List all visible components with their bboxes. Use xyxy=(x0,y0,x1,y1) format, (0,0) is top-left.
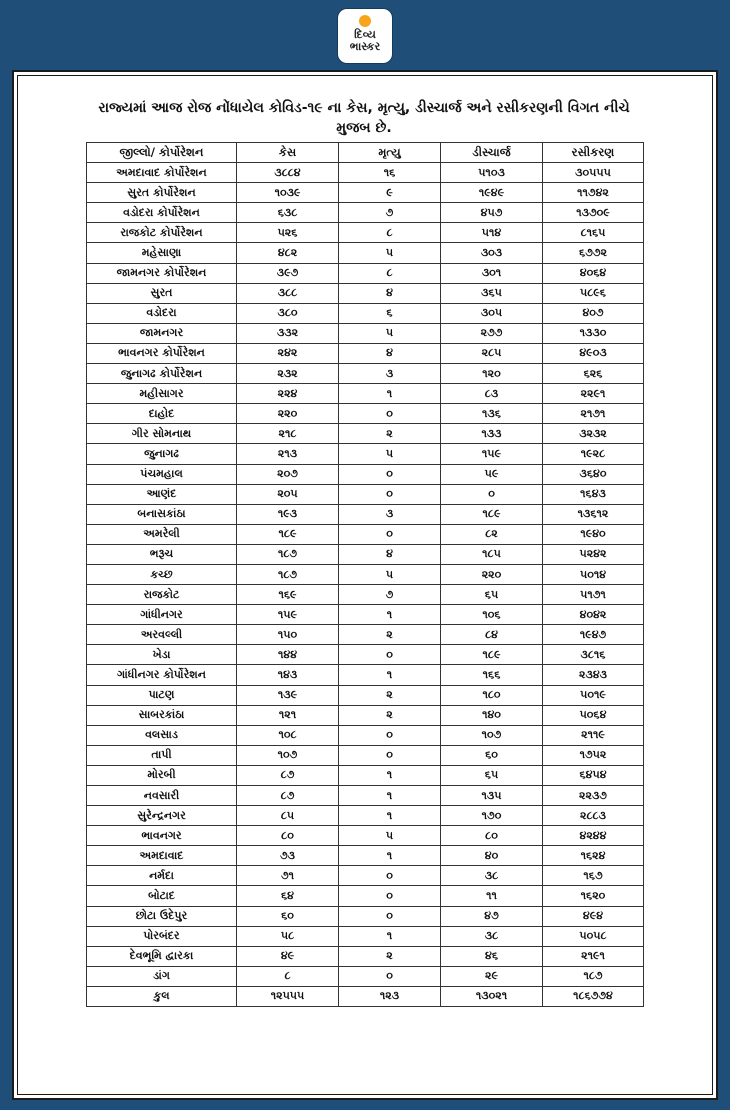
vaccination-cell: ૧૮૭ xyxy=(543,966,644,986)
district-cell: અરવલ્લી xyxy=(87,625,237,645)
district-cell: દાહોદ xyxy=(87,404,237,424)
discharge-cell: ૫૧૦૩ xyxy=(441,163,543,183)
deaths-cell: ૪ xyxy=(339,544,441,564)
logo-text-line2: ભાસ્કર xyxy=(349,40,381,53)
sun-icon xyxy=(359,15,371,27)
vaccination-cell: ૨૨૩૭ xyxy=(543,786,644,806)
deaths-cell: ૨ xyxy=(339,685,441,705)
discharge-cell: ૨૯ xyxy=(441,966,543,986)
discharge-cell: ૨૭૭ xyxy=(441,323,543,343)
deaths-cell: ૦ xyxy=(339,464,441,484)
vaccination-cell: ૫૮૯૬ xyxy=(543,283,644,303)
discharge-cell: ૬૫ xyxy=(441,765,543,785)
district-cell: સાબરકાંઠા xyxy=(87,705,237,725)
cases-cell: ૮૭ xyxy=(237,765,339,785)
deaths-cell: ૭ xyxy=(339,203,441,223)
district-cell: સુરેન્દ્રનગર xyxy=(87,806,237,826)
cases-cell: ૩૮૮ xyxy=(237,283,339,303)
district-cell: પોરબંદર xyxy=(87,926,237,946)
header-cases: કેસ xyxy=(237,143,339,163)
vaccination-cell: ૫૦૧૪ xyxy=(543,564,644,584)
vaccination-cell: ૧૯૨૮ xyxy=(543,444,644,464)
discharge-cell: ૫૯ xyxy=(441,464,543,484)
deaths-cell: ૦ xyxy=(339,524,441,544)
header-district: જીલ્લો/ કોર્પોરેશન xyxy=(87,143,237,163)
discharge-cell: ૩૬૫ xyxy=(441,283,543,303)
cases-cell: ૨૦૫ xyxy=(237,484,339,504)
deaths-cell: ૦ xyxy=(339,966,441,986)
deaths-cell: ૨ xyxy=(339,625,441,645)
discharge-cell: ૩૮ xyxy=(441,926,543,946)
table-row xyxy=(87,343,644,363)
discharge-cell: ૨૮૫ xyxy=(441,343,543,363)
table-row xyxy=(87,745,644,765)
discharge-cell: ૧૧ xyxy=(441,886,543,906)
vaccination-cell: ૩૦૫૫૫ xyxy=(543,163,644,183)
vaccination-cell: ૧૩૬૧૨ xyxy=(543,504,644,524)
deaths-cell: ૮ xyxy=(339,263,441,283)
cases-cell: ૧૦૭ xyxy=(237,745,339,765)
cases-cell: ૩૮૮૪ xyxy=(237,163,339,183)
deaths-cell: ૧૬ xyxy=(339,163,441,183)
cases-cell: ૫૮ xyxy=(237,926,339,946)
deaths-cell: ૫ xyxy=(339,564,441,584)
cases-cell: ૧૪૩ xyxy=(237,665,339,685)
district-cell: ખેડા xyxy=(87,645,237,665)
vaccination-cell: ૧૬૨૦ xyxy=(543,886,644,906)
cases-cell: ૨૨૦ xyxy=(237,404,339,424)
discharge-cell: ૧૩૩ xyxy=(441,424,543,444)
table-row xyxy=(87,645,644,665)
discharge-cell: ૮૩ xyxy=(441,384,543,404)
deaths-cell: ૫ xyxy=(339,826,441,846)
discharge-cell: ૫૧૪ xyxy=(441,223,543,243)
vaccination-cell: ૪૦૭ xyxy=(543,303,644,323)
table-row xyxy=(87,786,644,806)
district-cell: બનાસકાંઠા xyxy=(87,504,237,524)
district-cell: ભાવનગર xyxy=(87,826,237,846)
table-row xyxy=(87,946,644,966)
table-row xyxy=(87,263,644,283)
table-row xyxy=(87,886,644,906)
table-row xyxy=(87,926,644,946)
discharge-cell: ૪૬ xyxy=(441,946,543,966)
district-cell: સુરત xyxy=(87,283,237,303)
deaths-cell: ૦ xyxy=(339,725,441,745)
deaths-cell: ૧ xyxy=(339,786,441,806)
district-cell: મોરબી xyxy=(87,765,237,785)
vaccination-cell: ૧૯૪૭ xyxy=(543,625,644,645)
table-row xyxy=(87,564,644,584)
vaccination-cell: ૪૯૪ xyxy=(543,906,644,926)
vaccination-cell: ૨૩૪૩ xyxy=(543,665,644,685)
discharge-cell: ૦ xyxy=(441,484,543,504)
table-row xyxy=(87,705,644,725)
table-row xyxy=(87,866,644,886)
table-row xyxy=(87,303,644,323)
district-cell: પાટણ xyxy=(87,685,237,705)
discharge-cell: ૧૩૦૨૧ xyxy=(441,986,543,1006)
deaths-cell: ૦ xyxy=(339,645,441,665)
cases-cell: ૨૦૭ xyxy=(237,464,339,484)
deaths-cell: ૨ xyxy=(339,424,441,444)
discharge-cell: ૬૦ xyxy=(441,745,543,765)
discharge-cell: ૮૦ xyxy=(441,826,543,846)
document-title xyxy=(54,98,674,138)
table-row xyxy=(87,243,644,263)
district-cell: વડોદરા xyxy=(87,303,237,323)
deaths-cell: ૧ xyxy=(339,846,441,866)
deaths-cell: ૨ xyxy=(339,705,441,725)
district-cell: કુલ xyxy=(87,986,237,1006)
cases-cell: ૭૧ xyxy=(237,866,339,886)
discharge-cell: ૧૮૦ xyxy=(441,685,543,705)
table-row xyxy=(87,966,644,986)
vaccination-cell: ૪૨૪૪ xyxy=(543,826,644,846)
district-cell: તાપી xyxy=(87,745,237,765)
cases-cell: ૨૧૮ xyxy=(237,424,339,444)
table-row xyxy=(87,444,644,464)
cases-cell: ૬૩૮ xyxy=(237,203,339,223)
district-cell: કચ્છ xyxy=(87,564,237,584)
deaths-cell: ૨ xyxy=(339,946,441,966)
cases-cell: ૪૮૨ xyxy=(237,243,339,263)
vaccination-cell: ૫૦૧૯ xyxy=(543,685,644,705)
table-row xyxy=(87,464,644,484)
table-row xyxy=(87,585,644,605)
discharge-cell: ૪૭ xyxy=(441,906,543,926)
cases-cell: ૨૧૩ xyxy=(237,444,339,464)
deaths-cell: ૩ xyxy=(339,364,441,384)
total-row xyxy=(87,986,644,1006)
discharge-cell: ૧૭૦ xyxy=(441,806,543,826)
table-row xyxy=(87,364,644,384)
vaccination-cell: ૧૧૭૪૨ xyxy=(543,183,644,203)
table-row xyxy=(87,384,644,404)
discharge-cell: ૨૨૦ xyxy=(441,564,543,584)
deaths-cell: ૧ xyxy=(339,765,441,785)
deaths-cell: ૧ xyxy=(339,665,441,685)
district-cell: મહેસાણા xyxy=(87,243,237,263)
deaths-cell: ૪ xyxy=(339,283,441,303)
cases-cell: ૫૨૬ xyxy=(237,223,339,243)
vaccination-cell: ૫૦૬૪ xyxy=(543,705,644,725)
district-cell: જુનાગઢ કોર્પોરેશન xyxy=(87,364,237,384)
cases-cell: ૧૮૭ xyxy=(237,544,339,564)
vaccination-cell: ૧૩૩૦ xyxy=(543,323,644,343)
vaccination-cell: ૮૧૬૫ xyxy=(543,223,644,243)
title-line-2: મુજબ છે. xyxy=(336,120,392,136)
cases-cell: ૮ xyxy=(237,966,339,986)
discharge-cell: ૩૦૧ xyxy=(441,263,543,283)
cases-cell: ૬૪ xyxy=(237,886,339,906)
vaccination-cell: ૬૪૫૪ xyxy=(543,765,644,785)
district-cell: જામનગર xyxy=(87,323,237,343)
district-cell: નવસારી xyxy=(87,786,237,806)
vaccination-cell: ૨૧૧૯ xyxy=(543,725,644,745)
district-cell: નર્મદા xyxy=(87,866,237,886)
table-row xyxy=(87,223,644,243)
header-deaths: મૃત્યુ xyxy=(339,143,441,163)
district-cell: અમદાવાદ xyxy=(87,846,237,866)
table-row xyxy=(87,404,644,424)
table-row xyxy=(87,826,644,846)
district-cell: ભરૂચ xyxy=(87,544,237,564)
vaccination-cell: ૫૨૪૨ xyxy=(543,544,644,564)
discharge-cell: ૩૮ xyxy=(441,866,543,886)
discharge-cell: ૧૩૬ xyxy=(441,404,543,424)
deaths-cell: ૧ xyxy=(339,806,441,826)
discharge-cell: ૮૪ xyxy=(441,625,543,645)
vaccination-cell: ૨૧૭૧ xyxy=(543,404,644,424)
vaccination-cell: ૧૩૭૦૯ xyxy=(543,203,644,223)
header-discharge: ડીસ્ચાર્જ xyxy=(441,143,543,163)
vaccination-cell: ૨૧૯૧ xyxy=(543,946,644,966)
district-cell: સુરત કોર્પોરેશન xyxy=(87,183,237,203)
district-cell: ગાંધીનગર xyxy=(87,605,237,625)
table-row xyxy=(87,544,644,564)
cases-cell: ૩૮૦ xyxy=(237,303,339,323)
table-row xyxy=(87,765,644,785)
cases-cell: ૮૫ xyxy=(237,806,339,826)
cases-cell: ૮૦ xyxy=(237,826,339,846)
cases-cell: ૪૯ xyxy=(237,946,339,966)
document-frame xyxy=(12,70,718,1100)
table-row xyxy=(87,665,644,685)
discharge-cell: ૩૦૩ xyxy=(441,243,543,263)
discharge-cell: ૮૨ xyxy=(441,524,543,544)
discharge-cell: ૧૯૪૯ xyxy=(441,183,543,203)
deaths-cell: ૮ xyxy=(339,223,441,243)
cases-cell: ૬૦ xyxy=(237,906,339,926)
deaths-cell: ૦ xyxy=(339,866,441,886)
cases-cell: ૨૨૪ xyxy=(237,384,339,404)
table-row xyxy=(87,424,644,444)
title-line-1: રાજ્યમાં આજ રોજ નોંધાયેલ કોવિડ-૧૯ ના કેસ, મૃત્યુ, ડીસ્ચાર્જ અને રસીકરણની વિગત નીચે xyxy=(98,100,630,116)
deaths-cell: ૩ xyxy=(339,504,441,524)
cases-cell: ૧૬૯ xyxy=(237,585,339,605)
cases-cell: ૧૨૧ xyxy=(237,705,339,725)
district-cell: અમરેલી xyxy=(87,524,237,544)
discharge-cell: ૧૮૯ xyxy=(441,645,543,665)
covid-data-table xyxy=(86,142,644,1007)
deaths-cell: ૫ xyxy=(339,243,441,263)
table-row xyxy=(87,846,644,866)
vaccination-cell: ૬૨૬ xyxy=(543,364,644,384)
discharge-cell: ૧૪૦ xyxy=(441,705,543,725)
vaccination-cell: ૨૮૮૩ xyxy=(543,806,644,826)
discharge-cell: ૧૮૫ xyxy=(441,544,543,564)
vaccination-cell: ૫૦૫૮ xyxy=(543,926,644,946)
divya-bhaskar-logo xyxy=(338,9,392,63)
cases-cell: ૧૪૪ xyxy=(237,645,339,665)
discharge-cell: ૧૮૯ xyxy=(441,504,543,524)
vaccination-cell: ૫૧૭૧ xyxy=(543,585,644,605)
deaths-cell: ૬ xyxy=(339,303,441,323)
vaccination-cell: ૧૬૭ xyxy=(543,866,644,886)
table-row xyxy=(87,484,644,504)
cases-cell: ૧૨૫૫૫ xyxy=(237,986,339,1006)
district-cell: જામનગર કોર્પોરેશન xyxy=(87,263,237,283)
vaccination-cell: ૪૦૪૨ xyxy=(543,605,644,625)
district-cell: પંચમહાલ xyxy=(87,464,237,484)
discharge-cell: ૧૦૬ xyxy=(441,605,543,625)
table-row xyxy=(87,203,644,223)
district-cell: જુનાગઢ xyxy=(87,444,237,464)
district-cell: ડાંગ xyxy=(87,966,237,986)
district-cell: અમદાવાદ કોર્પોરેશન xyxy=(87,163,237,183)
cases-cell: ૮૭ xyxy=(237,786,339,806)
table-row xyxy=(87,504,644,524)
vaccination-cell: ૩૬૪૦ xyxy=(543,464,644,484)
vaccination-cell: ૧૮૬૭૭૪ xyxy=(543,986,644,1006)
district-cell: મહીસાગર xyxy=(87,384,237,404)
vaccination-cell: ૩૮૧૬ xyxy=(543,645,644,665)
vaccination-cell: ૪૯૦૩ xyxy=(543,343,644,363)
discharge-cell: ૬૫ xyxy=(441,585,543,605)
table-row xyxy=(87,183,644,203)
cases-cell: ૧૫૯ xyxy=(237,605,339,625)
logo-text-line1: દિવ્ય xyxy=(354,28,376,41)
table-row xyxy=(87,323,644,343)
district-cell: વડોદરા કોર્પોરેશન xyxy=(87,203,237,223)
table-row xyxy=(87,806,644,826)
deaths-cell: ૦ xyxy=(339,886,441,906)
district-cell: બોટાદ xyxy=(87,886,237,906)
table-row xyxy=(87,524,644,544)
header-vaccination: રસીકરણ xyxy=(543,143,644,163)
district-cell: વલસાડ xyxy=(87,725,237,745)
table-body xyxy=(87,163,644,1007)
table-row xyxy=(87,725,644,745)
cases-cell: ૧૩૯ xyxy=(237,685,339,705)
deaths-cell: ૦ xyxy=(339,484,441,504)
cases-cell: ૧૮૭ xyxy=(237,564,339,584)
district-cell: દેવભૂમિ દ્વારકા xyxy=(87,946,237,966)
deaths-cell: ૧ xyxy=(339,926,441,946)
deaths-cell: ૦ xyxy=(339,745,441,765)
cases-cell: ૧૦૩૯ xyxy=(237,183,339,203)
discharge-cell: ૧૫૯ xyxy=(441,444,543,464)
district-cell: આણંદ xyxy=(87,484,237,504)
cases-cell: ૨૪૨ xyxy=(237,343,339,363)
deaths-cell: ૫ xyxy=(339,444,441,464)
district-cell: ગાંધીનગર કોર્પોરેશન xyxy=(87,665,237,685)
discharge-cell: ૪૦ xyxy=(441,846,543,866)
cases-cell: ૧૦૮ xyxy=(237,725,339,745)
discharge-cell: ૧૨૦ xyxy=(441,364,543,384)
vaccination-cell: ૧૬૨૪ xyxy=(543,846,644,866)
district-cell: રાજકોટ xyxy=(87,585,237,605)
table-row xyxy=(87,625,644,645)
cases-cell: ૩૩૨ xyxy=(237,323,339,343)
table-row xyxy=(87,605,644,625)
cases-cell: ૭૩ xyxy=(237,846,339,866)
deaths-cell: ૯ xyxy=(339,183,441,203)
vaccination-cell: ૪૦૬૪ xyxy=(543,263,644,283)
deaths-cell: ૪ xyxy=(339,343,441,363)
vaccination-cell: ૧૭૫૨ xyxy=(543,745,644,765)
vaccination-cell: ૨૨૯૧ xyxy=(543,384,644,404)
deaths-cell: ૧૨૩ xyxy=(339,986,441,1006)
table-row xyxy=(87,163,644,183)
discharge-cell: ૧૦૭ xyxy=(441,725,543,745)
deaths-cell: ૫ xyxy=(339,323,441,343)
district-cell: છોટા ઉદેપુર xyxy=(87,906,237,926)
table-row xyxy=(87,685,644,705)
deaths-cell: ૧ xyxy=(339,384,441,404)
cases-cell: ૨૩૨ xyxy=(237,364,339,384)
table-header-row xyxy=(87,143,644,163)
deaths-cell: ૭ xyxy=(339,585,441,605)
cases-cell: ૧૯૩ xyxy=(237,504,339,524)
cases-cell: ૧૮૯ xyxy=(237,524,339,544)
vaccination-cell: ૩૨૩૨ xyxy=(543,424,644,444)
deaths-cell: ૦ xyxy=(339,404,441,424)
vaccination-cell: ૧૬૪૩ xyxy=(543,484,644,504)
table-row xyxy=(87,283,644,303)
discharge-cell: ૧૩૫ xyxy=(441,786,543,806)
discharge-cell: ૪૫૭ xyxy=(441,203,543,223)
district-cell: રાજકોટ કોર્પોરેશન xyxy=(87,223,237,243)
vaccination-cell: ૧૯૪૦ xyxy=(543,524,644,544)
deaths-cell: ૦ xyxy=(339,906,441,926)
cases-cell: ૩૯૭ xyxy=(237,263,339,283)
cases-cell: ૧૫૦ xyxy=(237,625,339,645)
table-row xyxy=(87,906,644,926)
discharge-cell: ૩૦૫ xyxy=(441,303,543,323)
district-cell: ભાવનગર કોર્પોરેશન xyxy=(87,343,237,363)
deaths-cell: ૧ xyxy=(339,605,441,625)
vaccination-cell: ૬૭૭૨ xyxy=(543,243,644,263)
discharge-cell: ૧૬૬ xyxy=(441,665,543,685)
district-cell: ગીર સોમનાથ xyxy=(87,424,237,444)
